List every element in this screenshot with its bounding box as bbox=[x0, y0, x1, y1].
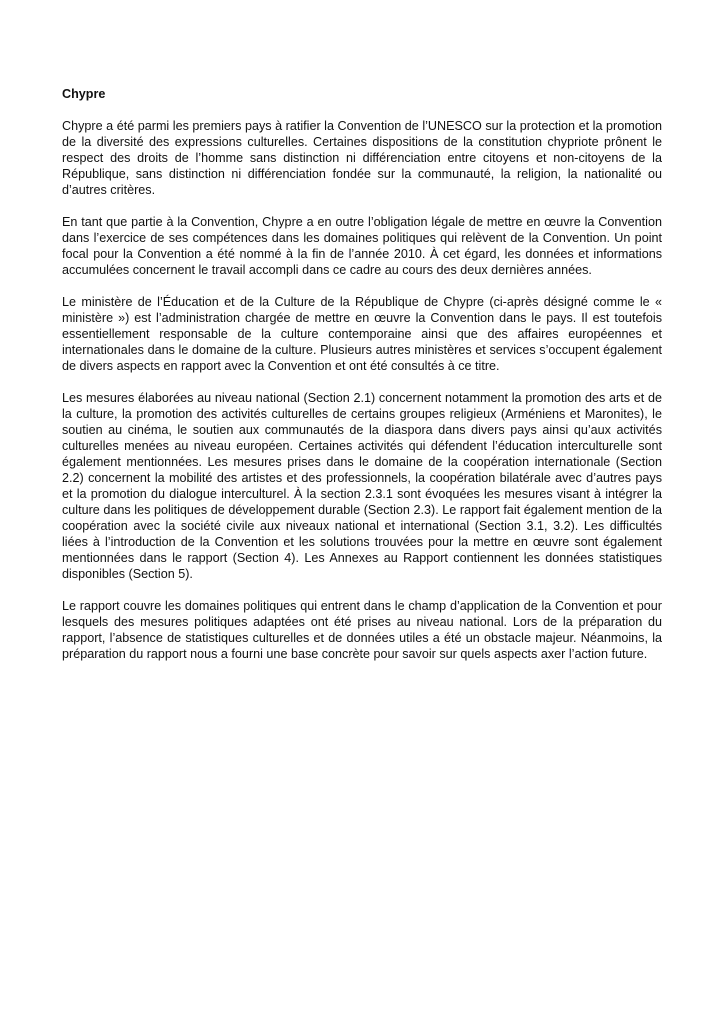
paragraph-measures: Les mesures élaborées au niveau national (Section 2.1) concernent notamment la promotion des arts et de la culture, la promotion des activités culturelles de certains groupes religieux (Arméniens et Maronites), le soutien au cinéma, le soutien aux communautés de la diaspora dans divers pays ainsi qu’aux activités culturelles menées au niveau européen. Certaines activités qui défendent l’éducation interculturelle sont également mentionnées. Les mesures prises dans le domaine de la coopération internationale (Section 2.2) concernent la mobilité des artistes et des professionnels, la coopération bilatérale avec d’autres pays et la promotion du dialogue interculturel. À la section 2.3.1 sont évoquées les mesures visant à intégrer la culture dans les politiques de développement durable (Section 2.3). Le rapport fait également mention de la coopération avec la société civile aux niveaux national et international (Section 3.1, 3.2). Les difficultés liées à l’introduction de la Convention et les solutions trouvées pour la mettre en œuvre sont également mentionnées dans le rapport (Section 4). Les Annexes au Rapport contiennent les données statistiques disponibles (Section 5). bbox=[62, 391, 662, 581]
paragraph-legal-obligation: En tant que partie à la Convention, Chypre a en outre l’obligation légale de mettre en œuvre la Convention dans l’exercice de ses compétences dans les domaines politiques qui relèvent de la Convention. Un point focal pour la Convention a été nommé à la fin de l’année 2010. À cet égard, les données et informations accumulées concernent le travail accompli dans ce cadre au cours des deux dernières années. bbox=[62, 215, 662, 277]
document-title: Chypre bbox=[62, 87, 106, 101]
document-page bbox=[62, 86, 662, 678]
paragraph-ministry: Le ministère de l’Éducation et de la Culture de la République de Chypre (ci-après désigné comme le « ministère ») est l’administration chargée de mettre en œuvre la Convention dans le pays. Il est toutefois essentiellement responsable de la culture contemporaine ainsi que des affaires européennes et internationales dans le domaine de la culture. Plusieurs autres ministères et services s’occupent également de divers aspects en rapport avec la Convention et ont été consultés à ce titre. bbox=[62, 295, 662, 373]
paragraph-report-scope: Le rapport couvre les domaines politiques qui entrent dans le champ d’application de la Convention et pour lesquels des mesures politiques adaptées ont été prises au niveau national. Lors de la préparation du rapport, l’absence de statistiques culturelles et de données utiles a été un obstacle majeur. Néanmoins, la préparation du rapport nous a fourni une base concrète pour savoir sur quels aspects axer l’action future. bbox=[62, 599, 662, 661]
paragraph-ratification: Chypre a été parmi les premiers pays à ratifier la Convention de l’UNESCO sur la protection et la promotion de la diversité des expressions culturelles. Certaines dispositions de la constitution chypriote prônent le respect des droits de l’homme sans distinction ni différenciation entre citoyens et non-citoyens de la République, sans distinction ni différenciation fondée sur la communauté, la religion, la nationalité ou d’autres critères. bbox=[62, 119, 662, 197]
